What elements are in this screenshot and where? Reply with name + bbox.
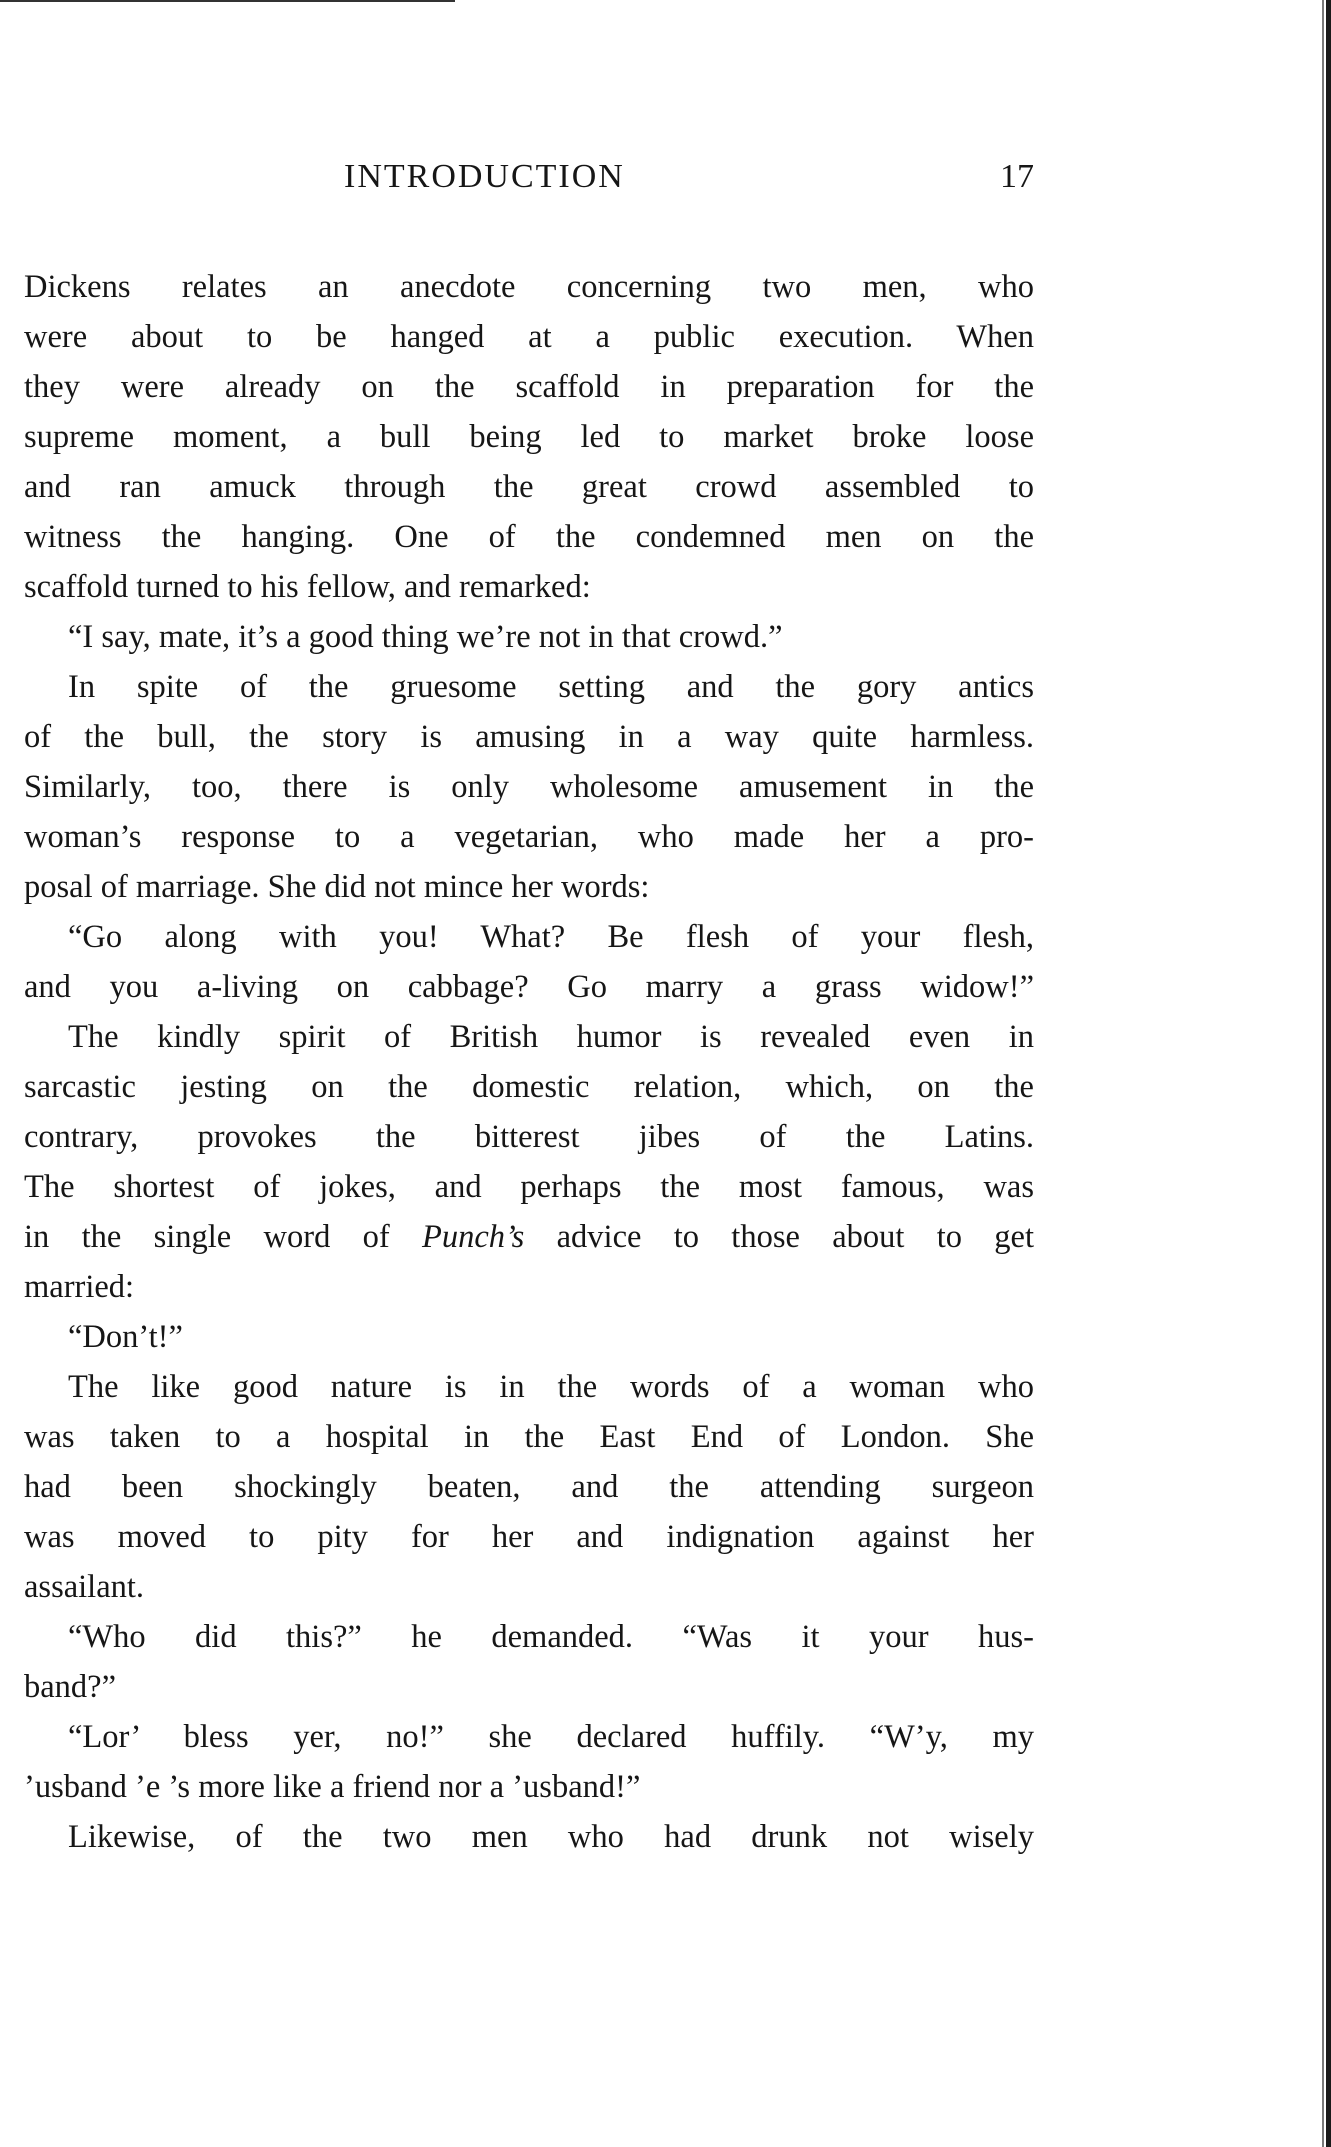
quote-line: “I say, mate, it’s a good thing we’re not in that crowd.” [68, 619, 783, 655]
text-line: Dickens relates an anecdote concerning two men, who [24, 269, 1034, 305]
quote-line: “Who did this?” he demanded. “Was it your hus- [68, 1619, 1034, 1655]
text-line: supreme moment, a bull being led to market broke loose [24, 419, 1034, 455]
text-line: The shortest of jokes, and perhaps the most famous, was [24, 1169, 1034, 1205]
text-line: In spite of the gruesome setting and the gory antics [68, 669, 1034, 705]
text-line: contrary, provokes the bitterest jibes of the Latins. [24, 1119, 1034, 1155]
scan-right-edge-shadow [1322, 0, 1324, 2147]
scan-top-edge-line [0, 0, 455, 2]
text-line: Likewise, of the two men who had drunk not wisely [68, 1819, 1034, 1855]
text-line: posal of marriage. She did not mince her words: [24, 869, 650, 905]
text-line: assailant. [24, 1569, 145, 1605]
running-title: INTRODUCTION [344, 158, 625, 195]
text-fragment: advice to those about to get [524, 1219, 1034, 1255]
text-line: had been shockingly beaten, and the attending surgeon [24, 1469, 1034, 1505]
running-head [24, 158, 1034, 208]
text-line: was moved to pity for her and indignation against her [24, 1519, 1034, 1555]
text-line: married: [24, 1269, 135, 1305]
text-line: Similarly, too, there is only wholesome amusement in the [24, 769, 1034, 805]
quote-line: “Lor’ bless yer, no!” she declared huffily. “W’y, my [68, 1719, 1034, 1755]
scan-right-edge [1326, 0, 1331, 2147]
quote-line: band?” [24, 1669, 117, 1705]
page-number: 17 [1000, 158, 1034, 195]
text-line: The like good nature is in the words of a woman who [68, 1369, 1034, 1405]
text-line: witness the hanging. One of the condemned men on the [24, 519, 1034, 555]
text-line: they were already on the scaffold in preparation for the [24, 369, 1034, 405]
text-line: was taken to a hospital in the East End of London. She [24, 1419, 1034, 1455]
quote-line: ’usband ’e ’s more like a friend nor a ’usband!” [24, 1769, 641, 1805]
text-line: sarcastic jesting on the domestic relation, which, on the [24, 1069, 1034, 1105]
text-line: scaffold turned to his fellow, and remarked: [24, 569, 591, 605]
quote-line: “Go along with you! What? Be flesh of your flesh, [68, 919, 1034, 955]
text-line: and ran amuck through the great crowd assembled to [24, 469, 1034, 505]
body-text [24, 262, 1034, 1862]
text-line: were about to be hanged at a public execution. When [24, 319, 1034, 355]
text-line-with-italic [24, 1212, 1034, 1262]
text-fragment: in the single word of [24, 1219, 422, 1255]
quote-line: and you a-living on cabbage? Go marry a grass widow!” [24, 969, 1034, 1005]
text-line: woman’s response to a vegetarian, who made her a pro- [24, 819, 1034, 855]
quote-line: “Don’t!” [68, 1319, 183, 1355]
text-line: of the bull, the story is amusing in a way quite harmless. [24, 719, 1034, 755]
italic-title-punch: Punch’s [422, 1219, 525, 1255]
text-line: The kindly spirit of British humor is revealed even in [68, 1019, 1034, 1055]
